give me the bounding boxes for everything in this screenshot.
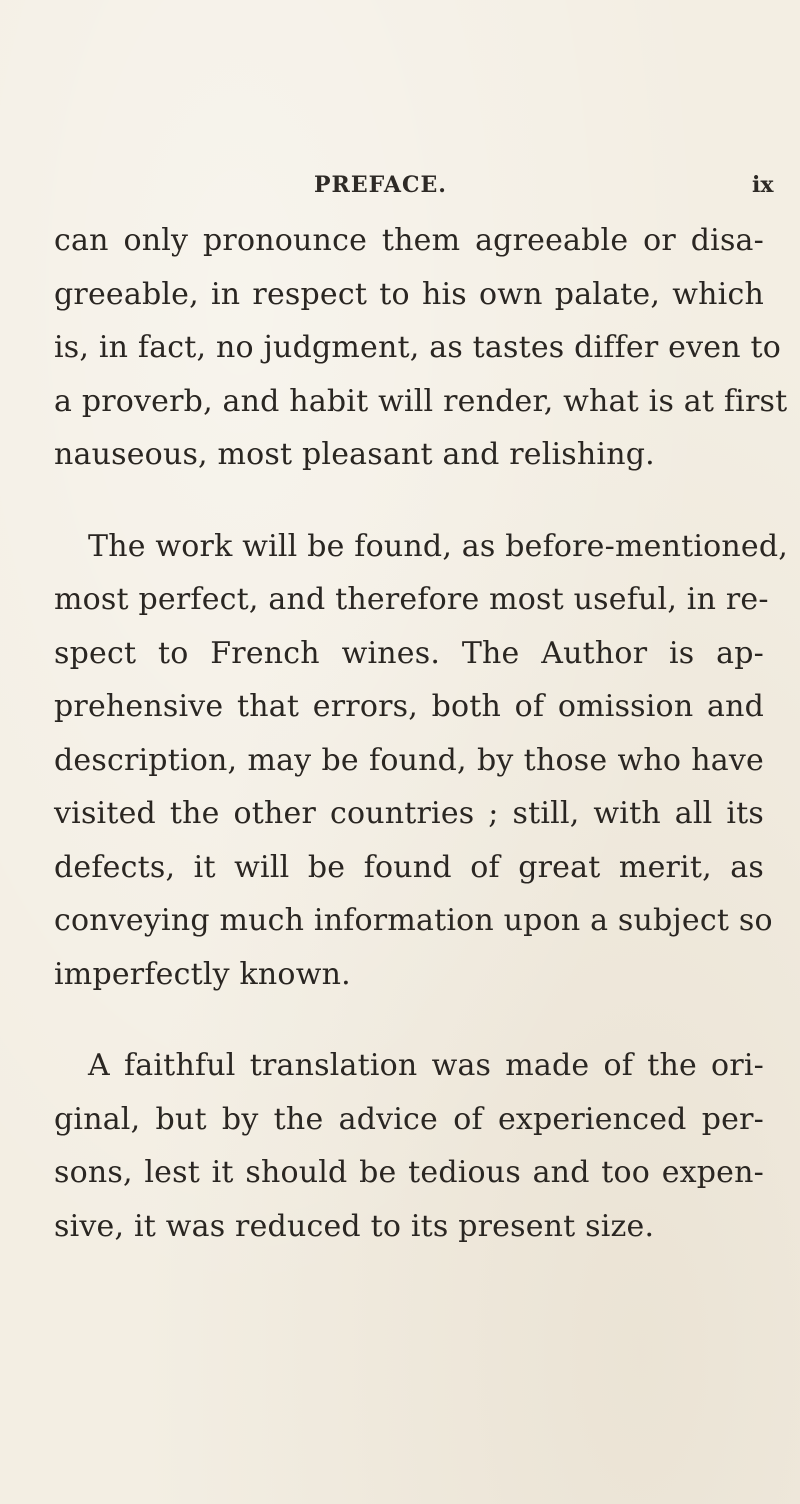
text-line: conveying much information upon a subject so	[54, 903, 773, 938]
text-line: sons, lest it should be tedious and too expen-	[54, 1155, 764, 1190]
text-line: most perfect, and therefore most useful, in re-	[54, 582, 769, 617]
page-header	[0, 172, 800, 202]
running-head: PREFACE.	[314, 172, 447, 198]
text-line: is, in fact, no judgment, as tastes differ even to	[54, 330, 781, 365]
text-line: visited the other countries ; still, with all its	[54, 796, 764, 831]
paragraph-1	[54, 214, 788, 482]
text-line: spect to French wines. The Author is ap-	[54, 635, 764, 671]
text-line: ginal, but by the advice of experienced per-	[54, 1101, 764, 1137]
text-line: greeable, in respect to his own palate, which	[54, 276, 764, 312]
text-line: The work will be found, as before-mentioned,	[88, 528, 789, 564]
text-line: description, may be found, by those who have	[54, 742, 764, 778]
paragraph-2	[54, 520, 789, 1002]
text-line: nauseous, most pleasant and relishing.	[54, 437, 655, 472]
paragraph-3	[54, 1039, 764, 1253]
text-line: sive, it was reduced to its present size.	[54, 1208, 655, 1244]
text-line: a proverb, and habit will render, what is at first	[54, 383, 788, 419]
text-line: can only pronounce them agreeable or disa-	[54, 223, 764, 258]
page-number: ix	[752, 172, 774, 198]
body-text	[54, 214, 789, 1253]
text-line: imperfectly known.	[54, 956, 351, 992]
text-line: A faithful translation was made of the ori-	[88, 1048, 764, 1083]
text-line: defects, it will be found of great merit, as	[54, 849, 764, 885]
text-line: prehensive that errors, both of omission and	[54, 689, 764, 724]
